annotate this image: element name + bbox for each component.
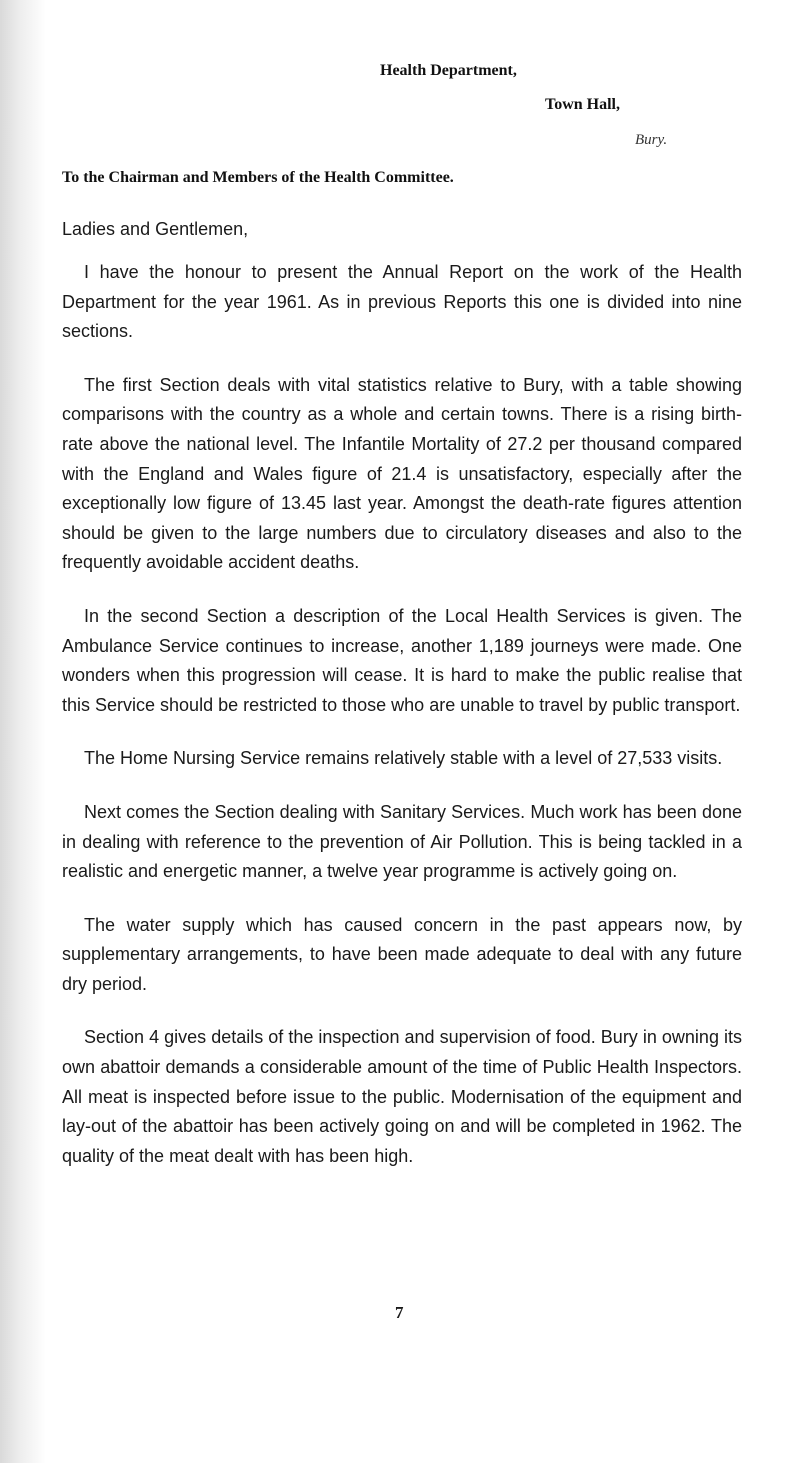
greeting: Ladies and Gentlemen, (62, 219, 249, 239)
page-number: 7 (395, 1303, 404, 1322)
paragraph-food-inspection: Section 4 gives details of the inspection and supervision of food. Bury in owning its own abattoir demands a considerable amount of the time of Public Health Inspectors. All meat is inspected before issue to the public. Modernisation of the equipment and lay-out of the abattoir has been actively going on and will be completed in 1962. The quality of the meat dealt with has been high. (62, 1027, 742, 1166)
letterhead-town-hall: Town Hall, (545, 96, 620, 113)
paragraph-water-supply: The water supply which has caused concern in the past appears now, by supplementary arrangements, to have been made adequate to deal with any future dry period. (62, 914, 742, 994)
paragraph-sanitary-services: Next comes the Section dealing with Sanitary Services. Much work has been done in dealing with reference to the prevention of Air Pollution. This is being tackled in a realistic and energetic manner, a twelve year programme is actively going on. (62, 801, 742, 882)
addressee-line: To the Chairman and Members of the Health Committee. (62, 169, 454, 186)
letterhead-town: Bury. (635, 132, 668, 148)
paragraph-home-nursing: The Home Nursing Service remains relatively stable with a level of 27,533 visits. (84, 748, 723, 769)
letter-body (62, 258, 742, 1195)
paragraph-local-health-services: In the second Section a description of the Local Health Services is given. The Ambulance Service continues to increase, another 1,189 journeys were made. One wonders when this progression will cease. It is hard to make the public realise that this Service should be restricted to those who are unable to travel by public transport. (62, 605, 742, 715)
paragraph-vital-statistics: The first Section deals with vital statistics relative to Bury, with a table showing comparisons with the country as a whole and certain towns. There is a rising birth-rate above the national level. The Infantile Mortality of 27.2 per thousand compared with the England and Wales figure of 21.4 is unsatisfactory, especially after the exceptionally low figure of 13.45 last year. Amongst the death-rate figures attention should be given to the large numbers due to circulatory diseases and also to the frequently avoidable accident deaths. (62, 374, 742, 573)
letterhead-department: Health Department, (380, 62, 517, 79)
paragraph-introduction: I have the honour to present the Annual Report on the work of the Health Department for the year 1961. As in previous Reports this one is divided into nine sections. (62, 262, 742, 342)
